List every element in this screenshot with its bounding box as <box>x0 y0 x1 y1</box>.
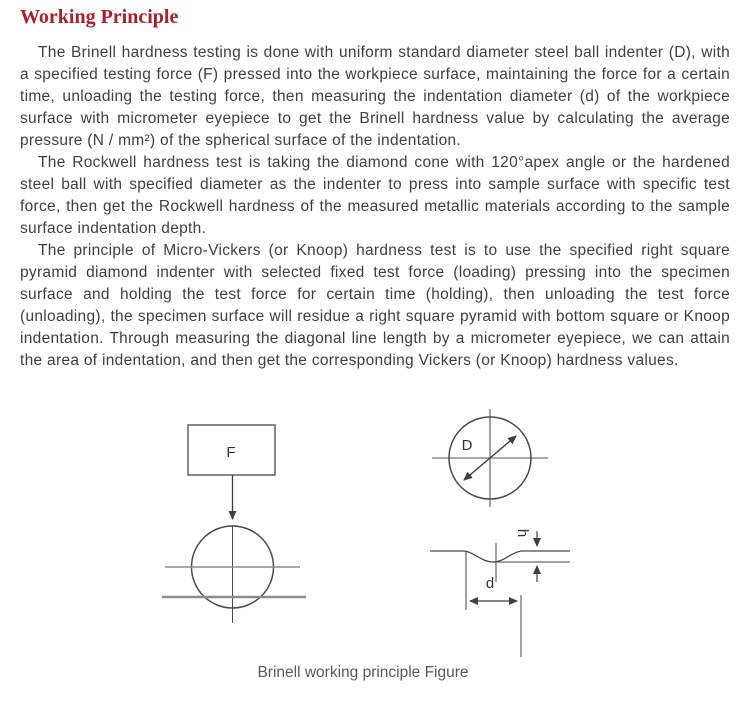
brinell-diagram <box>0 400 750 662</box>
indent-depth-label: h <box>514 528 531 538</box>
paragraph-brinell: The Brinell hardness testing is done with uniform standard diameter steel ball indenter (D), with a specified testing force (F) pressed into the workpiece surface, maintaining the force for a certain time, unloading the testing force, then measuring the indentation diameter (d) of the workpiece surface with micrometer eyepiece to get the Brinell hardness value by calculating the average pressure (N / mm²) of the spherical surface of the indentation. <box>20 44 730 149</box>
brinell-figure <box>0 400 750 682</box>
indentation-profile <box>430 551 570 562</box>
page-title: Working Principle <box>20 6 179 28</box>
paragraph-rockwell: The Rockwell hardness test is taking the diamond cone with 120°apex angle or the hardened steel ball with specified diameter as the indenter to press into sample surface with specific test force, then get the Rockwell hardness of the measured metallic materials according to the sample surface indentation depth. <box>20 154 730 237</box>
force-label: F <box>226 444 236 461</box>
paragraph-vickers: The principle of Micro-Vickers (or Knoop) hardness test is to use the specified right square pyramid diamond indenter with selected fixed test force (loading) pressing into the specimen surface and holding the test force for certain time (holding), then unloading the test force (unloading), the specimen surface will residue a right square pyramid with bottom square or Knoop indentation. Through measuring the diagonal line length by a micrometer eyepiece, we can attain the area of indentation, and then get the corresponding Vickers (or Knoop) hardness values. <box>20 242 730 369</box>
indent-diameter-label: d <box>485 575 495 592</box>
figure-caption: Brinell working principle Figure <box>257 664 469 681</box>
ball-diameter-label: D <box>461 437 473 454</box>
article-body <box>20 42 730 400</box>
